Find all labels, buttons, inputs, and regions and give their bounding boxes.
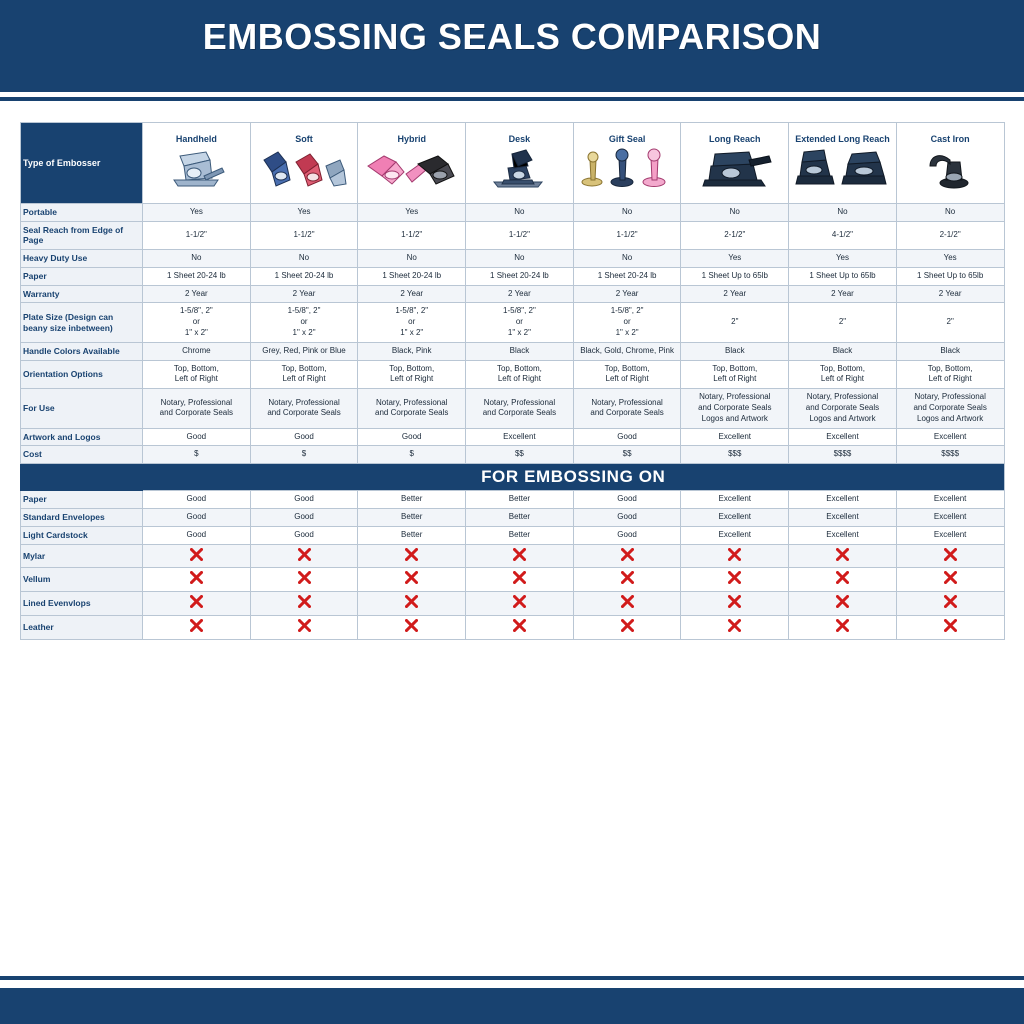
table-cell-x [250, 615, 358, 639]
x-icon [298, 595, 311, 608]
x-icon [836, 548, 849, 561]
table-cell: 2 Year [143, 285, 251, 303]
desk-embosser-icon [468, 146, 571, 192]
table-cell: No [143, 250, 251, 268]
x-icon [944, 595, 957, 608]
x-icon [944, 619, 957, 632]
table-cell: $$$ [681, 446, 789, 464]
section-header-row [21, 464, 1005, 491]
table-cell: No [358, 250, 466, 268]
table-cell-x [573, 568, 681, 592]
corner-label: Type of Embosser [21, 123, 143, 204]
table-cell: 2 Year [681, 285, 789, 303]
soft-embosser-icon [253, 146, 356, 192]
table-cell: No [789, 204, 897, 222]
table-cell-x [143, 592, 251, 616]
table-cell: $$$$ [896, 446, 1004, 464]
table-cell: Yes [789, 250, 897, 268]
table-cell-x [143, 568, 251, 592]
table-row [21, 250, 1005, 268]
table-row [21, 360, 1005, 389]
column-title: Handheld [175, 134, 217, 144]
table-cell: $$$$ [789, 446, 897, 464]
row-label: Leather [21, 615, 143, 639]
table-cell: Good [143, 428, 251, 446]
table-cell: 1-5/8", 2" or 1" x 2" [466, 303, 574, 342]
column-title: Hybrid [397, 134, 426, 144]
table-cell: Good [143, 491, 251, 509]
table-cell-x [358, 568, 466, 592]
table-row [21, 509, 1005, 527]
table-cell: 1-5/8", 2" or 1" x 2" [143, 303, 251, 342]
table-cell: Good [143, 526, 251, 544]
table-row [21, 428, 1005, 446]
column-header-gift-seal [573, 123, 681, 204]
x-icon [621, 571, 634, 584]
table-row [21, 303, 1005, 342]
table-cell: Good [250, 509, 358, 527]
table-cell-x [358, 592, 466, 616]
extended-long-reach-embosser-icon [791, 146, 894, 192]
table-cell: Top, Bottom, Left of Right [789, 360, 897, 389]
x-icon [621, 595, 634, 608]
table-cell: Black [789, 342, 897, 360]
table-cell: $ [250, 446, 358, 464]
table-cell-x [466, 544, 574, 568]
table-cell-x [250, 544, 358, 568]
column-title: Cast Iron [930, 134, 970, 144]
table-cell: Good [573, 491, 681, 509]
x-icon [513, 595, 526, 608]
row-label: Artwork and Logos [21, 428, 143, 446]
table-cell-x [681, 544, 789, 568]
column-header-handheld [143, 123, 251, 204]
column-header-cast-iron [896, 123, 1004, 204]
table-cell: 1-1/2" [573, 221, 681, 249]
row-label: Vellum [21, 568, 143, 592]
table-cell-x [896, 544, 1004, 568]
row-label: Light Cardstock [21, 526, 143, 544]
table-cell: Yes [896, 250, 1004, 268]
table-cell-x [466, 592, 574, 616]
x-icon [728, 571, 741, 584]
table-cell: 1 Sheet Up to 65lb [681, 267, 789, 285]
table-cell-x [681, 568, 789, 592]
x-icon [621, 548, 634, 561]
table-cell: Excellent [896, 509, 1004, 527]
table-cell: Excellent [789, 509, 897, 527]
row-label: For Use [21, 389, 143, 428]
table-row [21, 592, 1005, 616]
table-cell: Better [466, 491, 574, 509]
table-cell-x [143, 544, 251, 568]
table-cell: Good [250, 491, 358, 509]
table-cell: Better [358, 509, 466, 527]
row-label: Paper [21, 491, 143, 509]
table-cell: 1-1/2" [358, 221, 466, 249]
table-row [21, 446, 1005, 464]
table-cell-x [573, 592, 681, 616]
table-body [21, 204, 1005, 640]
table-cell: 1 Sheet Up to 65lb [789, 267, 897, 285]
table-cell: Excellent [681, 491, 789, 509]
table-cell-x [789, 615, 897, 639]
table-cell: 1 Sheet 20-24 lb [358, 267, 466, 285]
table-cell-x [681, 615, 789, 639]
column-title: Extended Long Reach [795, 134, 890, 144]
table-cell: 1 Sheet 20-24 lb [573, 267, 681, 285]
column-header-hybrid [358, 123, 466, 204]
table-cell-x [358, 615, 466, 639]
table-cell: 1 Sheet 20-24 lb [143, 267, 251, 285]
table-cell: Better [466, 509, 574, 527]
table-cell: $ [143, 446, 251, 464]
table-cell: Black [681, 342, 789, 360]
table-cell-x [250, 592, 358, 616]
table-cell: 1-5/8", 2" or 1" x 2" [573, 303, 681, 342]
column-header-long-reach [681, 123, 789, 204]
table-cell-x [573, 615, 681, 639]
row-label: Orientation Options [21, 360, 143, 389]
table-cell: Better [466, 526, 574, 544]
table-cell: Chrome [143, 342, 251, 360]
table-cell: No [573, 250, 681, 268]
x-icon [298, 571, 311, 584]
table-cell: 4-1/2" [789, 221, 897, 249]
table-row [21, 267, 1005, 285]
column-header-extended-long-reach [789, 123, 897, 204]
x-icon [728, 595, 741, 608]
table-cell: Black, Pink [358, 342, 466, 360]
column-header-soft [250, 123, 358, 204]
table-cell: Excellent [789, 491, 897, 509]
table-cell-x [896, 615, 1004, 639]
table-row [21, 526, 1005, 544]
table-cell: Notary, Professional and Corporate Seals [143, 389, 251, 428]
table-cell: Good [143, 509, 251, 527]
table-cell: Black [896, 342, 1004, 360]
table-cell: 1-5/8", 2" or 1" x 2" [358, 303, 466, 342]
x-icon [190, 548, 203, 561]
table-cell: Good [250, 428, 358, 446]
column-header-desk [466, 123, 574, 204]
table-cell: Grey, Red, Pink or Blue [250, 342, 358, 360]
table-cell: Top, Bottom, Left of Right [573, 360, 681, 389]
section-title: FOR EMBOSSING ON [143, 464, 1005, 491]
table-cell: No [573, 204, 681, 222]
table-cell: Excellent [789, 428, 897, 446]
table-cell: Better [358, 526, 466, 544]
table-cell-x [250, 568, 358, 592]
table-cell: Yes [143, 204, 251, 222]
table-row [21, 342, 1005, 360]
column-title: Desk [508, 134, 531, 144]
table-cell: 2 Year [250, 285, 358, 303]
row-label: Cost [21, 446, 143, 464]
table-cell: Excellent [681, 428, 789, 446]
handheld-embosser-icon [145, 146, 248, 192]
table-cell-x [573, 544, 681, 568]
row-label: Portable [21, 204, 143, 222]
table-cell: Yes [358, 204, 466, 222]
row-label: Paper [21, 267, 143, 285]
table-cell: Notary, Professional and Corporate Seals [466, 389, 574, 428]
table-cell: No [896, 204, 1004, 222]
table-cell: Excellent [789, 526, 897, 544]
table-cell-x [789, 568, 897, 592]
x-icon [836, 595, 849, 608]
table-row [21, 544, 1005, 568]
table-row [21, 221, 1005, 249]
table-cell: 1-1/2" [250, 221, 358, 249]
table-cell: Excellent [681, 526, 789, 544]
table-cell: Better [358, 491, 466, 509]
row-label: Mylar [21, 544, 143, 568]
x-icon [728, 619, 741, 632]
table-cell: Top, Bottom, Left of Right [358, 360, 466, 389]
table-cell: Excellent [896, 491, 1004, 509]
section-spacer [21, 464, 143, 491]
table-cell: 2 Year [789, 285, 897, 303]
table-cell: Good [573, 526, 681, 544]
footer-divider [0, 976, 1024, 980]
table-cell: No [681, 204, 789, 222]
table-cell: Good [358, 428, 466, 446]
row-label: Seal Reach from Edge of Page [21, 221, 143, 249]
table-cell: Notary, Professional and Corporate Seals Logos and Artwork [681, 389, 789, 428]
x-icon [190, 571, 203, 584]
table-cell: 1 Sheet 20-24 lb [466, 267, 574, 285]
row-label: Handle Colors Available [21, 342, 143, 360]
x-icon [728, 548, 741, 561]
long-reach-embosser-icon [683, 146, 786, 192]
row-label: Heavy Duty Use [21, 250, 143, 268]
x-icon [298, 619, 311, 632]
column-title: Gift Seal [608, 134, 646, 144]
table-cell: Excellent [896, 526, 1004, 544]
table-cell: Black, Gold, Chrome, Pink [573, 342, 681, 360]
table-cell: Top, Bottom, Left of Right [466, 360, 574, 389]
table-cell-x [358, 544, 466, 568]
column-title: Soft [295, 134, 313, 144]
header-band [0, 0, 1024, 92]
x-icon [513, 619, 526, 632]
x-icon [621, 619, 634, 632]
table-cell: Yes [681, 250, 789, 268]
table-cell: Black [466, 342, 574, 360]
table-cell: 2 Year [466, 285, 574, 303]
table-cell: Top, Bottom, Left of Right [681, 360, 789, 389]
footer-band [0, 988, 1024, 1024]
table-row [21, 615, 1005, 639]
table-cell: No [466, 204, 574, 222]
table-cell: No [250, 250, 358, 268]
table-cell: Excellent [896, 428, 1004, 446]
x-icon [513, 548, 526, 561]
table-cell: $ [358, 446, 466, 464]
x-icon [836, 619, 849, 632]
row-label: Plate Size (Design can beany size inbetween) [21, 303, 143, 342]
table-cell-x [789, 544, 897, 568]
table-cell-x [466, 568, 574, 592]
table-cell: Yes [250, 204, 358, 222]
table-row [21, 285, 1005, 303]
comparison-table [20, 122, 1005, 640]
table-cell: 2 Year [358, 285, 466, 303]
table-cell: 1-1/2" [466, 221, 574, 249]
comparison-table-wrapper [20, 122, 1004, 640]
row-label: Warranty [21, 285, 143, 303]
table-cell: $$ [573, 446, 681, 464]
x-icon [836, 571, 849, 584]
table-cell-x [896, 592, 1004, 616]
table-cell: Notary, Professional and Corporate Seals [573, 389, 681, 428]
table-cell: 2-1/2" [681, 221, 789, 249]
table-cell: 2" [681, 303, 789, 342]
table-row [21, 389, 1005, 428]
table-cell: Excellent [681, 509, 789, 527]
x-icon [298, 548, 311, 561]
table-cell: 2 Year [896, 285, 1004, 303]
x-icon [405, 595, 418, 608]
table-cell: Notary, Professional and Corporate Seals Logos and Artwork [896, 389, 1004, 428]
table-row [21, 204, 1005, 222]
table-cell: 1-5/8", 2" or 1" x 2" [250, 303, 358, 342]
table-cell-x [789, 592, 897, 616]
table-cell: 2" [896, 303, 1004, 342]
table-cell: 2" [789, 303, 897, 342]
table-cell: Excellent [466, 428, 574, 446]
cast-iron-embosser-icon [899, 146, 1002, 192]
hybrid-embosser-icon [360, 146, 463, 192]
x-icon [190, 595, 203, 608]
gift-seal-embosser-icon [576, 146, 679, 192]
table-cell: Top, Bottom, Left of Right [250, 360, 358, 389]
x-icon [190, 619, 203, 632]
table-cell: Top, Bottom, Left of Right [896, 360, 1004, 389]
table-cell-x [466, 615, 574, 639]
table-cell: Top, Bottom, Left of Right [143, 360, 251, 389]
table-cell: Good [573, 509, 681, 527]
x-icon [405, 571, 418, 584]
table-cell: Good [573, 428, 681, 446]
table-cell: No [466, 250, 574, 268]
row-label: Standard Envelopes [21, 509, 143, 527]
x-icon [405, 548, 418, 561]
table-head [21, 123, 1005, 204]
header-row [21, 123, 1005, 204]
header-divider [0, 97, 1024, 101]
x-icon [513, 571, 526, 584]
table-row [21, 491, 1005, 509]
table-cell-x [681, 592, 789, 616]
x-icon [944, 571, 957, 584]
table-cell: 2 Year [573, 285, 681, 303]
table-cell: $$ [466, 446, 574, 464]
table-cell: 2-1/2" [896, 221, 1004, 249]
table-cell: Notary, Professional and Corporate Seals [250, 389, 358, 428]
table-cell: 1-1/2" [143, 221, 251, 249]
table-cell: Good [250, 526, 358, 544]
table-row [21, 568, 1005, 592]
x-icon [944, 548, 957, 561]
table-cell-x [143, 615, 251, 639]
table-cell-x [896, 568, 1004, 592]
page-title: EMBOSSING SEALS COMPARISON [202, 16, 822, 57]
table-cell: Notary, Professional and Corporate Seals Logos and Artwork [789, 389, 897, 428]
table-cell: 1 Sheet 20-24 lb [250, 267, 358, 285]
table-cell: 1 Sheet Up to 65lb [896, 267, 1004, 285]
x-icon [405, 619, 418, 632]
column-title: Long Reach [709, 134, 761, 144]
table-cell: Notary, Professional and Corporate Seals [358, 389, 466, 428]
row-label: Lined Evenvlops [21, 592, 143, 616]
